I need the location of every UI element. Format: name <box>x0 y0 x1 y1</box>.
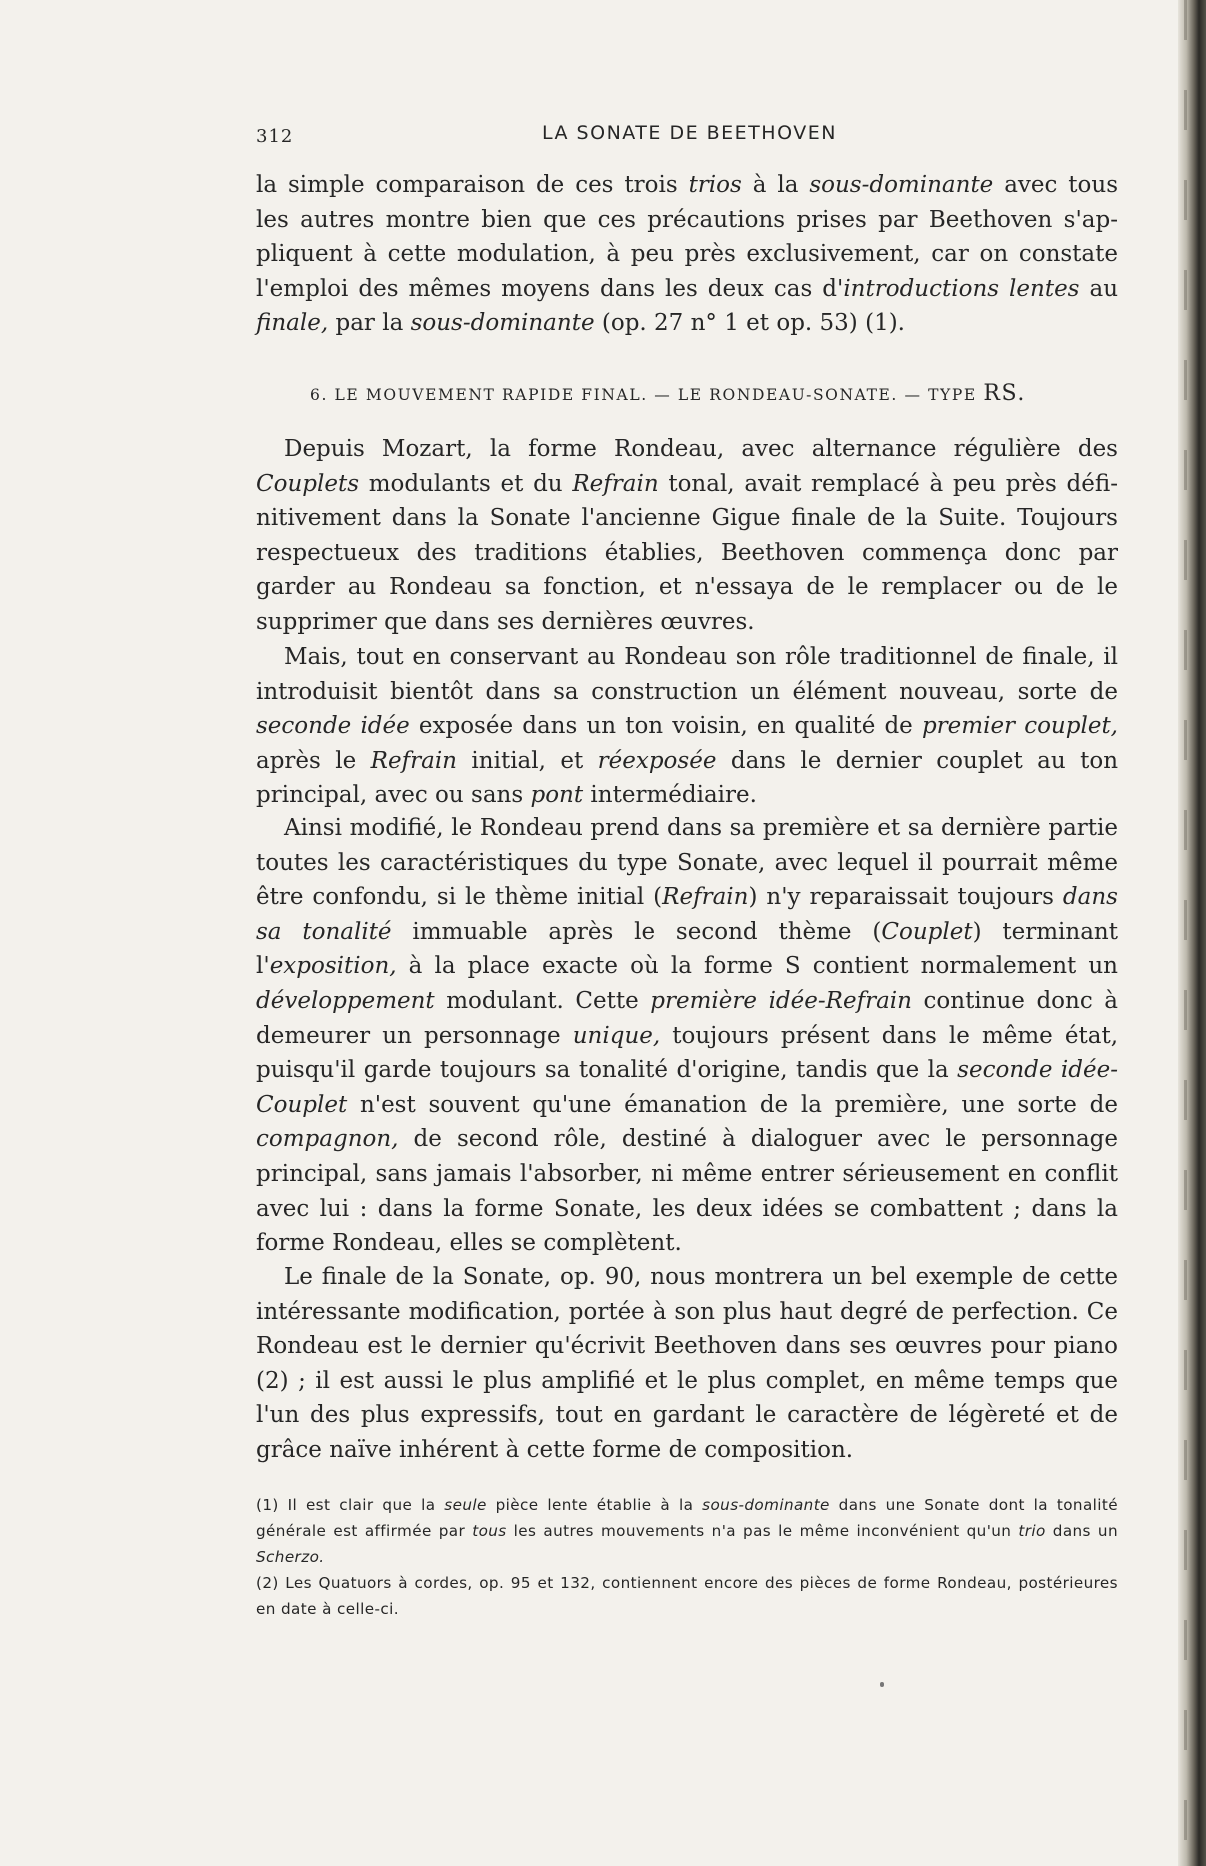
page-number: 312 <box>256 126 294 147</box>
paragraph: Depuis Mozart, la forme Rondeau, avec alternance régulière des Couplets modulants et du Refrain tonal, avait remplacé à peu près définitivement dans la Sonate l'ancienne Gigue finale de la Suite. Toujours respectueux des traditions établies, Beethoven commença donc par garder au Rondeau sa fonction, et n'essaya de le remplacer ou de le supprimer que dans ses dernières œuvres. <box>256 436 1118 635</box>
paragraph-continued <box>256 168 1118 341</box>
section-heading: 6. LE MOUVEMENT RAPIDE FINAL. — LE RONDEAU-SONATE. — TYPE RS. <box>310 381 1027 406</box>
text-line: pliquent à cette modulation, à peu près exclusivement, car on constate <box>256 241 1118 268</box>
paragraph: Mais, tout en conservant au Rondeau son rôle traditionnel de finale, il introduisit bientôt dans sa construction un élément nouveau, sorte de seconde idée exposée dans un ton voisin, en qualité de premier couplet, après le Refrain initial, et réexposée dans le dernier couplet au ton principal, avec ou sans pont intermédiaire. <box>256 644 1119 809</box>
text-line: l'emploi des mêmes moyens dans les deux cas d'introductions lentes au <box>256 275 1119 302</box>
ink-speck <box>880 1682 884 1687</box>
paragraph: Le finale de la Sonate, op. 90, nous montrera un bel exemple de cette intéressante modification, portée à son plus haut degré de perfection. Ce Rondeau est le dernier qu'écrivit Beethoven dans ses œuvres pour piano (2) ; il est aussi le plus amplifié et le plus complet, en même temps que l'un des plus expressifs, tout en gardant le caractère de légèreté et de grâce naïve inhérent à cette forme de composition. <box>256 1264 1118 1463</box>
text-line: finale, par la sous-dominante (op. 27 n° 1 et op. 53) (1). <box>256 310 905 337</box>
footnotes <box>256 1492 1118 1622</box>
paragraph: Ainsi modifié, le Rondeau prend dans sa première et sa dernière partie toutes les caractéristiques du type Sonate, avec lequel il pourrait même être confondu, si le thème initial (Refrain) n'y reparaissait toujours dans sa tonalité immuable après le second thème (Couplet) terminant l'exposition, à la place exacte où la forme S contient normalement un développement modulant. Cette première idée-Refrain continue donc à demeurer un personnage unique, toujours présent dans le même état, puisqu'il garde toujours sa tonalité d'origine, tandis que la seconde idée-Couplet n'est souvent qu'une émanation de la première, une sorte de compagnon, de second rôle, destiné à dialoguer avec le personnage principal, sans jamais l'absorber, ni même entrer sérieusement en conflit avec lui : dans la forme Sonate, les deux idées se combattent ; dans la forme Rondeau, elles se complètent. <box>256 815 1119 1257</box>
text-line: les autres montre bien que ces précautions prises par Beethoven s'ap- <box>256 206 1118 233</box>
book-spine-edge <box>1178 0 1206 1866</box>
footnote-1: (1) Il est clair que la seule pièce lente établie à la sous-dominante dans une Sonate dont la tonalité générale est affirmée par tous les autres mouvements n'a pas le même inconvénient qu'un trio dans un Scherzo. <box>256 1496 1118 1566</box>
text-line: la simple comparaison de ces trois trios à la sous-dominante avec tous <box>256 172 1119 198</box>
page-header <box>256 122 1108 152</box>
running-title: LA SONATE DE BEETHOVEN <box>542 122 837 144</box>
footnote-2: (2) Les Quatuors à cordes, op. 95 et 132, contiennent encore des pièces de forme Rondeau, postérieures en date à celle-ci. <box>256 1574 1118 1618</box>
